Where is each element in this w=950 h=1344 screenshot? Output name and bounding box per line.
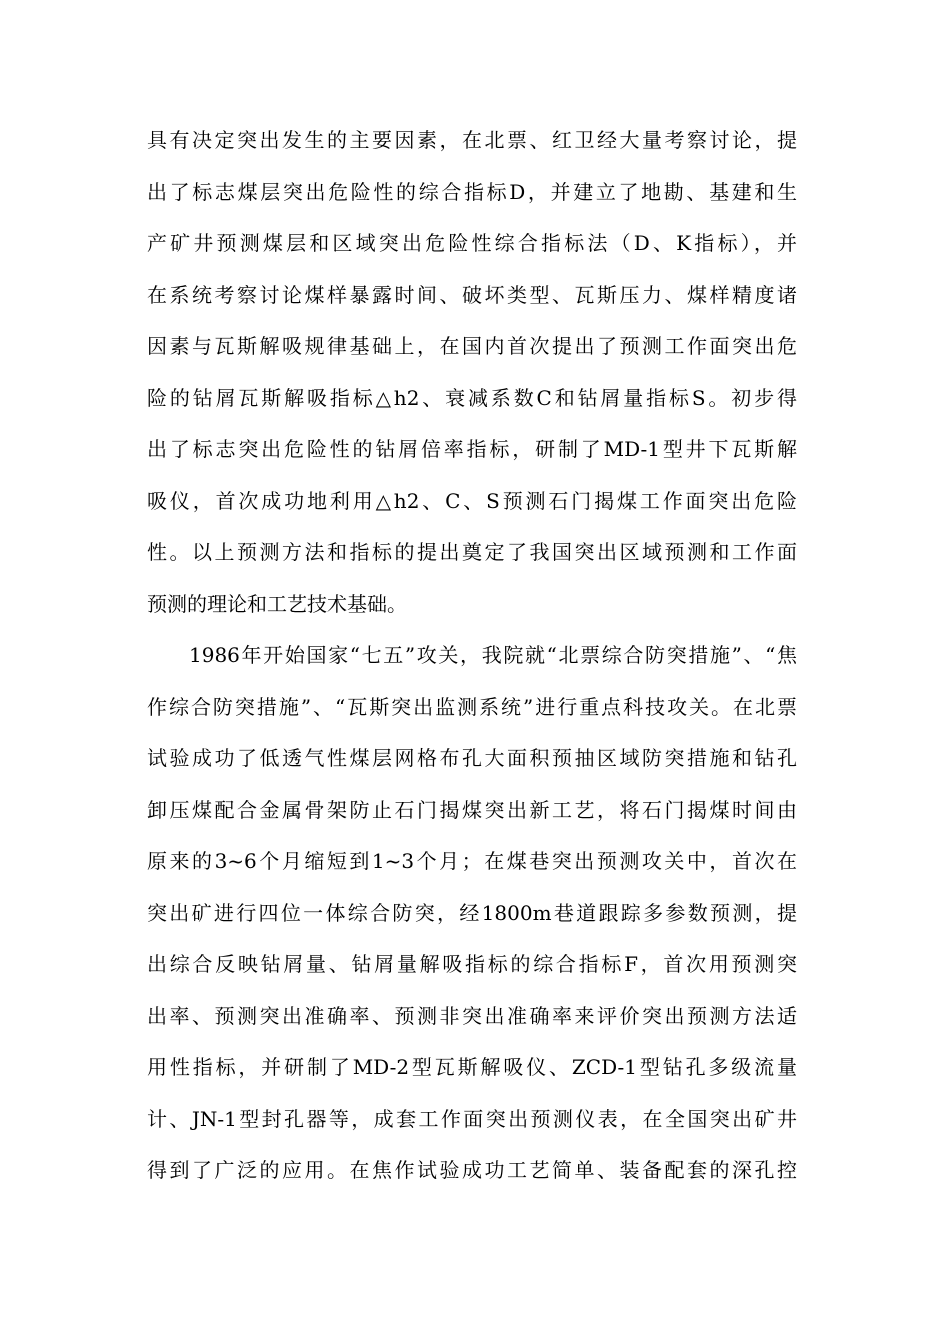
text-line: 因素与瓦斯解吸规律基础上，在国内首次提出了预测工作面突出危 bbox=[147, 334, 797, 358]
paragraph-1 bbox=[147, 115, 797, 630]
text-line: 用性指标，并研制了MD-2型瓦斯解吸仪、ZCD-1型钻孔多级流量 bbox=[147, 1055, 797, 1079]
text-line: 试验成功了低透气性煤层网格布孔大面积预抽区域防突措施和钻孔 bbox=[147, 746, 797, 770]
text-line: 产矿井预测煤层和区域突出危险性综合指标法（D、K指标），并 bbox=[147, 231, 797, 255]
text-line: 出了标志突出危险性的钻屑倍率指标，研制了MD-1型井下瓦斯解 bbox=[147, 437, 797, 461]
text-line: 作综合防突措施”、“瓦斯突出监测系统”进行重点科技攻关。在北票 bbox=[147, 694, 797, 719]
text-line: 计、JN-1型封孔器等，成套工作面突出预测仪表，在全国突出矿井 bbox=[147, 1106, 797, 1131]
text-line: 原来的3~6个月缩短到1~3个月；在煤巷突出预测攻关中，首次在 bbox=[147, 849, 797, 873]
text-line: 出率、预测突出准确率、预测非突出准确率来评价突出预测方法适 bbox=[147, 1003, 797, 1028]
text-line: 在系统考察讨论煤样暴露时间、破坏类型、瓦斯压力、煤样精度诸 bbox=[147, 282, 797, 307]
body-text bbox=[147, 115, 797, 1197]
text-line: 预测的理论和工艺技术基础。 bbox=[147, 591, 407, 616]
text-line: 性。以上预测方法和指标的提出奠定了我国突出区域预测和工作面 bbox=[147, 540, 797, 564]
text-line: 突出矿进行四位一体综合防突，经1800m巷道跟踪多参数预测，提 bbox=[147, 900, 797, 925]
text-line: 卸压煤配合金属骨架防止石门揭煤突出新工艺，将石门揭煤时间由 bbox=[147, 797, 797, 822]
text-line: 具有决定突出发生的主要因素，在北票、红卫经大量考察讨论，提 bbox=[147, 128, 797, 152]
text-line: 出综合反映钻屑量、钻屑量解吸指标的综合指标F，首次用预测突 bbox=[147, 952, 797, 976]
text-line: 险的钻屑瓦斯解吸指标△h2、衰减系数C和钻屑量指标S。初步得 bbox=[147, 385, 797, 410]
text-line: 吸仪，首次成功地利用△h2、C、S预测石门揭煤工作面突出危险 bbox=[147, 488, 797, 513]
text-line: 得到了广泛的应用。在焦作试验成功工艺简单、装备配套的深孔控 bbox=[147, 1158, 797, 1182]
text-line: 1986年开始国家“七五”攻关，我院就“北票综合防突措施”、“焦 bbox=[189, 643, 797, 667]
text-line: 出了标志煤层突出危险性的综合指标D，并建立了地勘、基建和生 bbox=[147, 179, 797, 204]
paragraph-2 bbox=[147, 630, 797, 1197]
